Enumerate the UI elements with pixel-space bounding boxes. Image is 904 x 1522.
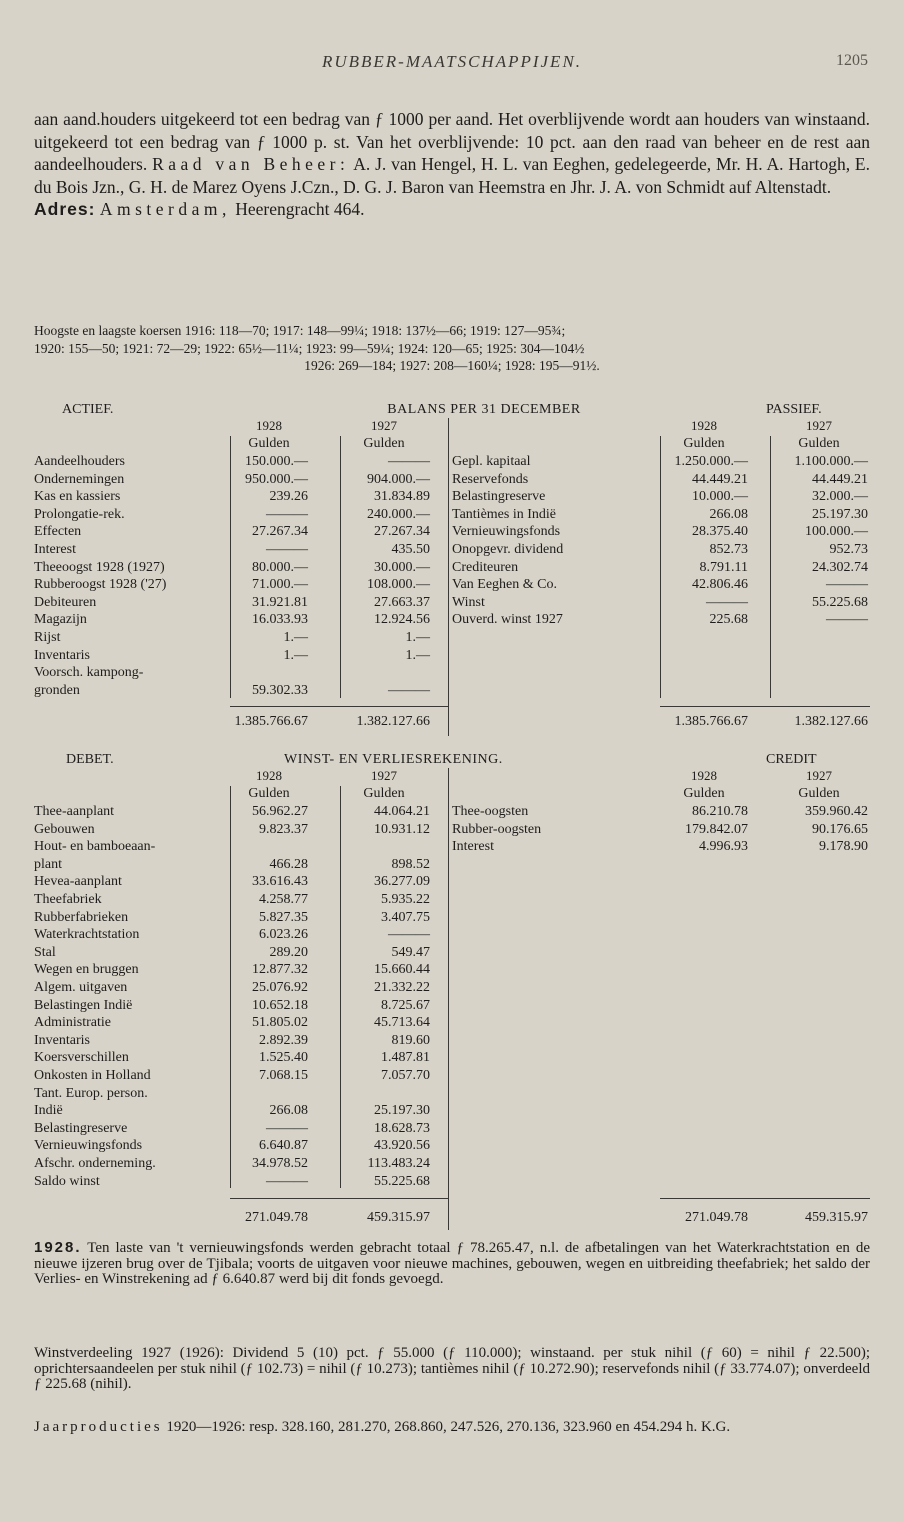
left-row-value-1928: 9.823.37 <box>259 821 308 837</box>
right-row-label: Gepl. kapitaal <box>452 454 531 469</box>
left-row-label: plant <box>34 856 62 872</box>
winst-r-total-1928: 271.049.78 <box>685 1210 748 1225</box>
left-row-label: Prolongatie-rek. <box>34 506 125 522</box>
right-row-value-1928: 10.000.— <box>692 489 748 505</box>
balans-r-total-1927: 1.382.127.66 <box>794 714 868 729</box>
left-row-label: Belastingreserve <box>34 1120 128 1136</box>
balans-l-cur-1: Gulden <box>248 436 290 451</box>
left-row-value-1927: 1.— <box>405 630 430 645</box>
winst-r-year-1: 1928 <box>691 768 717 783</box>
left-row-value-1928: 150.000.— <box>245 454 308 469</box>
right-row-label: Onopgevr. dividend <box>452 542 564 557</box>
left-row-label: Inventaris <box>34 647 90 663</box>
left-row-value-1928: 31.921.81 <box>252 594 308 610</box>
balans-r-year-2: 1927 <box>806 418 832 433</box>
right-row-value-1928: ——— <box>706 594 748 610</box>
left-row-value-1928: 1.— <box>283 647 308 663</box>
left-row-value-1927: 27.663.37 <box>374 594 430 610</box>
note-1928 <box>34 1240 870 1288</box>
winstverdeling-note <box>34 1346 870 1393</box>
left-row-value-1927: ——— <box>388 927 430 943</box>
balans-r-cur-1: Gulden <box>683 436 725 451</box>
left-row-label: Interest <box>34 542 76 557</box>
right-row-value-1927: 32.000.— <box>812 489 868 505</box>
running-header <box>0 52 904 78</box>
left-row-label: Rubberoogst 1928 ('27) <box>34 577 167 593</box>
left-row-value-1928: 56.962.27 <box>252 804 308 819</box>
left-row-value-1927: 21.332.22 <box>374 980 430 995</box>
right-row-label: Ouverd. winst 1927 <box>452 612 563 628</box>
balans-r-year-1: 1928 <box>691 418 717 433</box>
page-number: 1205 <box>836 52 868 69</box>
left-row-label: Kas en kassiers <box>34 489 121 505</box>
left-row-value-1927: 549.47 <box>391 944 430 960</box>
adres-street: Heerengracht 464. <box>235 199 365 219</box>
koersen-line-3: 1926: 269—184; 1927: 208—160¼; 1928: 195—91½. <box>304 358 600 373</box>
balans-l-year-1: 1928 <box>256 418 282 433</box>
left-row-value-1927: 30.000.— <box>374 559 430 575</box>
left-row-label: Aandeelhouders <box>34 454 125 469</box>
winst-r-cur-2: Gulden <box>798 786 840 801</box>
balans-table <box>34 402 870 737</box>
left-row-value-1927: 25.197.30 <box>374 1103 430 1119</box>
left-row-label: gronden <box>34 682 80 698</box>
left-row-value-1928: 1.525.40 <box>259 1050 308 1066</box>
right-row-value-1927: ——— <box>826 577 868 593</box>
winst-title: WINST- EN VERLIESREKENING. <box>284 752 503 767</box>
right-row-value-1927: 90.176.65 <box>812 821 868 837</box>
winst-l-cur-1: Gulden <box>248 786 290 801</box>
left-row-value-1927: 113.483.24 <box>367 1156 430 1171</box>
left-row-value-1927: ——— <box>388 682 430 698</box>
left-row-label: Debiteuren <box>34 594 97 610</box>
left-row-label: Hevea-aanplant <box>34 874 122 890</box>
left-row-value-1928: 80.000.— <box>252 559 308 575</box>
left-row-label: Stal <box>34 944 56 960</box>
left-row-value-1928: 10.652.18 <box>252 997 308 1013</box>
balans-l-total-1927: 1.382.127.66 <box>356 714 430 729</box>
balans-r-total-rule <box>660 706 870 707</box>
left-row-label: Belastingen Indië <box>34 997 133 1013</box>
right-row-value-1928: 86.210.78 <box>692 804 748 819</box>
koersen-block <box>34 322 870 375</box>
left-row-value-1928: 4.258.77 <box>259 892 308 907</box>
winst-credit-label: CREDIT <box>766 752 817 767</box>
winst-r-cur-1: Gulden <box>683 786 725 801</box>
left-row-value-1927: 435.50 <box>391 542 430 557</box>
right-row-value-1927: 55.225.68 <box>812 594 868 610</box>
left-row-value-1927: 43.920.56 <box>374 1138 430 1154</box>
left-row-label: Rijst <box>34 630 61 645</box>
left-row-value-1928: 950.000.— <box>245 471 308 487</box>
right-row-value-1928: 179.842.07 <box>685 821 748 837</box>
adres-label: Adres: <box>34 199 96 219</box>
left-row-value-1928: 34.978.52 <box>252 1156 308 1171</box>
left-row-value-1927: 12.924.56 <box>374 612 430 628</box>
right-row-value-1927: ——— <box>826 612 868 628</box>
left-row-value-1927: 108.000.— <box>367 577 430 593</box>
right-row-value-1928: 8.791.11 <box>699 559 748 575</box>
winst-divider-center <box>448 768 449 1230</box>
left-row-value-1928: 27.267.34 <box>252 524 308 540</box>
winst-table <box>34 752 870 1232</box>
left-row-value-1927: 36.277.09 <box>374 874 430 890</box>
left-row-value-1927: 18.628.73 <box>374 1120 430 1136</box>
winst-l-total-1928: 271.049.78 <box>245 1210 308 1225</box>
right-row-value-1927: 9.178.90 <box>819 839 868 855</box>
right-row-value-1928: 852.73 <box>709 542 748 557</box>
left-row-value-1928: 466.28 <box>269 856 308 872</box>
left-row-value-1928: 5.827.35 <box>259 909 308 925</box>
left-row-value-1928: 71.000.— <box>252 577 308 593</box>
left-row-value-1928: 16.033.93 <box>252 612 308 628</box>
right-row-value-1928: 266.08 <box>709 506 748 522</box>
right-row-value-1928: 28.375.40 <box>692 524 748 540</box>
left-row-label: Voorsch. kampong- <box>34 665 144 681</box>
right-row-label: Thee-oogsten <box>452 804 529 819</box>
left-row-label: Theefabriek <box>34 892 102 907</box>
right-row-label: Rubber-oogsten <box>452 821 542 837</box>
left-row-label: Wegen en bruggen <box>34 962 139 978</box>
left-row-value-1927: 1.487.81 <box>381 1050 430 1066</box>
balans-r-total-1928: 1.385.766.67 <box>674 714 748 729</box>
left-row-value-1927: 10.931.12 <box>374 821 430 837</box>
winst-l-total-rule <box>230 1198 448 1199</box>
right-row-value-1928: 225.68 <box>709 612 748 628</box>
koersen-line-1: Hoogste en laagste koersen 1916: 118—70; 1917: 148—99¼; 1918: 137½—66; 1919: 127—95¾; <box>34 323 566 338</box>
right-row-label: Crediteuren <box>452 559 519 575</box>
left-row-value-1928: 33.616.43 <box>252 874 308 890</box>
right-row-value-1927: 25.197.30 <box>812 506 868 522</box>
running-title: RUBBER-MAATSCHAPPIJEN. <box>321 52 583 71</box>
winst-debet-label: DEBET. <box>66 752 114 767</box>
left-row-label: Onkosten in Holland <box>34 1068 151 1083</box>
right-row-label: Interest <box>452 839 494 855</box>
balans-title: BALANS PER 31 DECEMBER <box>387 402 581 417</box>
koersen-line-2: 1920: 155—50; 1921: 72—29; 1922: 65½—11¼; 1923: 99—59¼; 1924: 120—65; 1925: 304—104½ <box>34 340 585 356</box>
left-row-value-1928: 6.640.87 <box>259 1138 308 1154</box>
left-row-label: Waterkrachtstation <box>34 927 140 943</box>
left-row-value-1927: 5.935.22 <box>381 892 430 907</box>
left-row-value-1927: 904.000.— <box>367 471 430 487</box>
intro-paragraph <box>34 108 870 221</box>
left-row-value-1928: ——— <box>266 1173 308 1189</box>
left-row-value-1928: 6.023.26 <box>259 927 308 943</box>
right-row-label: Tantièmes in Indië <box>452 506 556 522</box>
left-row-value-1928: 1.— <box>283 630 308 645</box>
right-row-value-1927: 44.449.21 <box>812 471 868 487</box>
left-row-value-1927: ——— <box>388 454 430 469</box>
left-row-value-1927: 55.225.68 <box>374 1173 430 1189</box>
left-row-label: Algem. uitgaven <box>34 980 128 995</box>
right-row-value-1928: 4.996.93 <box>699 839 748 855</box>
left-row-label: Indië <box>34 1103 63 1119</box>
left-row-value-1927: 15.660.44 <box>374 962 430 978</box>
left-row-value-1928: 289.20 <box>269 944 308 960</box>
left-row-label: Theeoogst 1928 (1927) <box>34 559 165 575</box>
jaarproducties-note <box>34 1420 870 1436</box>
left-row-label: Hout- en bamboeaan- <box>34 839 156 855</box>
left-row-label: Gebouwen <box>34 821 95 837</box>
left-row-label: Koersverschillen <box>34 1050 129 1066</box>
left-row-label: Afschr. onderneming. <box>34 1156 156 1171</box>
winst-l-cur-2: Gulden <box>363 786 405 801</box>
left-row-label: Tant. Europ. person. <box>34 1085 148 1101</box>
winst-r-total-rule <box>660 1198 870 1199</box>
left-row-label: Administratie <box>34 1015 111 1031</box>
balans-l-total-rule <box>230 706 448 707</box>
left-row-value-1927: 7.057.70 <box>381 1068 430 1083</box>
adres-city: Amsterdam, <box>99 199 231 219</box>
raad-label: Raad van Beheer: <box>152 154 350 174</box>
winstverdeling-text: Winstverdeeling 1927 (1926): Dividend 5 (10) pct. ƒ 55.000 (ƒ 110.000); winstaand. per stuk nihil (ƒ 60) = nihil ƒ 22.500); oprichtersaandeelen per stuk nihil (ƒ 102.73) = nihil (ƒ 10.273); tantièmes nihil (ƒ 10.272.90); reservefonds nihil (ƒ 33.774.07); onverdeeld ƒ 225.68 (nihil). <box>34 1345 870 1392</box>
right-row-label: Belastingreserve <box>452 489 546 505</box>
left-row-value-1927: 898.52 <box>391 856 430 872</box>
left-row-value-1927: 31.834.89 <box>374 489 430 505</box>
left-row-value-1928: 12.877.32 <box>252 962 308 978</box>
right-row-value-1927: 359.960.42 <box>805 804 868 819</box>
left-row-label: Ondernemingen <box>34 471 125 487</box>
left-row-value-1927: 45.713.64 <box>374 1015 430 1031</box>
left-row-value-1928: 7.068.15 <box>259 1068 308 1083</box>
left-row-value-1927: 3.407.75 <box>381 909 430 925</box>
winst-l-year-2: 1927 <box>371 768 397 783</box>
left-row-value-1928: 266.08 <box>269 1103 308 1119</box>
raad-members: A. J. van Hengel, H. L. van Eeghen, gedelegeerde, Mr. H. A. Hartogh, E. du Bois Jzn., G. H. de Marez Oyens J.Czn., D. G. J. Baron van Heemstra en Jhr. J. A. von Schmidt auf Altenstadt. <box>34 154 870 197</box>
right-row-value-1927: 1.100.000.— <box>794 454 868 469</box>
note-1928-text: Ten laste van 't vernieuwingsfonds werden gebracht totaal ƒ 78.265.47, n.l. de afbetalingen van het Waterkrachtstation en de nieuwe ijzeren brug over de Tjibala; voorts de uitgaven voor nieuwe machines, gebouwen, wegen en uitbreiding theefabriek; het saldo der Verlies- en Winstrekening ad ƒ 6.640.87 werd bij dit fonds gevoegd. <box>34 1240 870 1287</box>
left-row-label: Thee-aanplant <box>34 804 115 819</box>
left-row-label: Saldo winst <box>34 1173 100 1189</box>
left-row-value-1927: 1.— <box>405 647 430 663</box>
balans-l-year-2: 1927 <box>371 418 397 433</box>
left-row-value-1927: 819.60 <box>391 1032 430 1048</box>
winst-l-year-1: 1928 <box>256 768 282 783</box>
left-row-value-1928: 239.26 <box>269 489 308 505</box>
balans-l-cur-2: Gulden <box>363 436 405 451</box>
left-row-value-1927: 44.064.21 <box>374 804 430 819</box>
left-row-value-1928: 2.892.39 <box>259 1032 308 1048</box>
left-row-value-1927: 8.725.67 <box>381 997 430 1013</box>
left-row-value-1928: ——— <box>266 542 308 557</box>
right-row-value-1927: 952.73 <box>829 542 868 557</box>
right-row-value-1927: 100.000.— <box>805 524 868 540</box>
left-row-value-1927: 27.267.34 <box>374 524 430 540</box>
balans-divider-center <box>448 418 449 736</box>
left-row-value-1928: 51.805.02 <box>252 1015 308 1031</box>
right-row-label: Winst <box>452 594 485 610</box>
jaarproducties-text: 1920—1926: resp. 328.160, 281.270, 268.860, 247.526, 270.136, 323.960 en 454.294 h. K.G. <box>166 1419 731 1435</box>
balans-r-cur-2: Gulden <box>798 436 840 451</box>
left-row-value-1928: ——— <box>266 1120 308 1136</box>
balans-passief-label: PASSIEF. <box>766 402 822 417</box>
left-row-value-1927: 240.000.— <box>367 506 430 522</box>
right-row-label: Reservefonds <box>452 471 529 487</box>
jaarproducties-label: Jaarproducties <box>34 1419 163 1435</box>
left-row-value-1928: ——— <box>266 506 308 522</box>
balans-actief-label: ACTIEF. <box>62 402 114 417</box>
right-row-value-1928: 44.449.21 <box>692 471 748 487</box>
balans-l-total-1928: 1.385.766.67 <box>234 714 308 729</box>
left-row-label: Effecten <box>34 524 82 540</box>
right-row-value-1927: 24.302.74 <box>812 559 868 575</box>
right-row-label: Vernieuwingsfonds <box>452 524 561 540</box>
right-row-value-1928: 42.806.46 <box>692 577 748 593</box>
note-year-label: 1928. <box>34 1239 82 1256</box>
left-row-label: Magazijn <box>34 612 87 628</box>
winst-l-total-1927: 459.315.97 <box>367 1210 430 1225</box>
intro-text: aan aand.houders uitgekeerd tot een bedrag van ƒ 1000 per aand. Het overblijvende wordt aan houders van winstaand. uitgekeerd tot een bedrag van ƒ 1000 p. st. Van het overblijvende: 10 pct. aan den raad van beheer en de rest aan aandeelhouders. <box>34 109 870 174</box>
right-row-label: Van Eeghen & Co. <box>452 577 557 593</box>
left-row-value-1928: 59.302.33 <box>252 682 308 698</box>
left-row-label: Inventaris <box>34 1032 90 1048</box>
left-row-label: Vernieuwingsfonds <box>34 1138 143 1154</box>
left-row-value-1928: 25.076.92 <box>252 980 308 995</box>
left-row-label: Rubberfabrieken <box>34 909 129 925</box>
winst-r-total-1927: 459.315.97 <box>805 1210 868 1225</box>
winst-r-year-2: 1927 <box>806 768 832 783</box>
right-row-value-1928: 1.250.000.— <box>674 454 748 469</box>
